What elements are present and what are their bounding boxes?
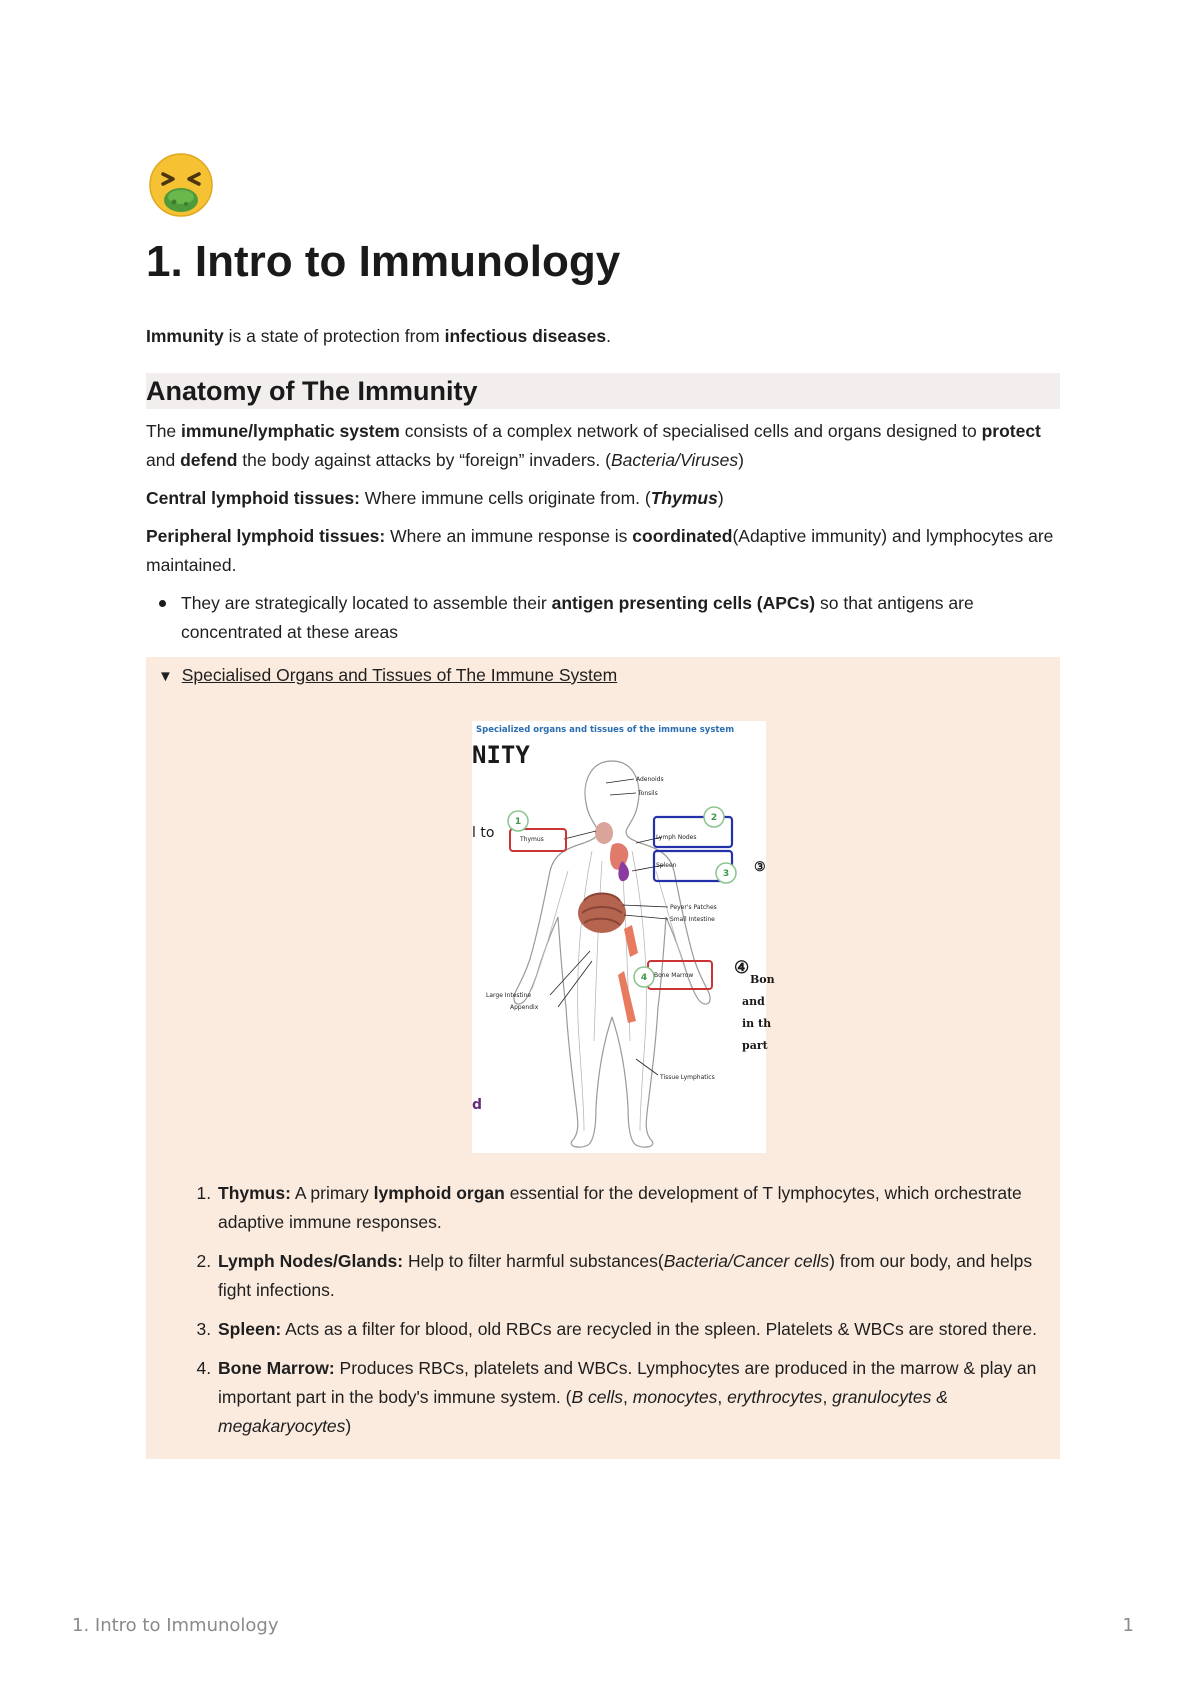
organs-list: [146, 1179, 1060, 1441]
figure-fragment-d: d: [472, 1097, 483, 1113]
toggle-header[interactable]: [146, 657, 1060, 691]
page-title: 1. Intro to Immunology: [146, 237, 621, 286]
label-bone-marrow: Bone Marrow: [654, 972, 694, 979]
figure-number-4: 4: [640, 973, 648, 983]
figure-fragment-title: NITY: [472, 741, 530, 769]
page-number: 1: [1122, 1615, 1134, 1636]
toggle-title[interactable]: Specialised Organs and Tissues of The Immune System: [181, 665, 618, 685]
label-thymus: Thymus: [520, 836, 544, 843]
figure-note-3: ③: [754, 860, 766, 875]
label-lymph-nodes: Lymph Nodes: [656, 834, 697, 841]
intro-paragraph: Immunity is a state of protection from infectious diseases.: [146, 326, 611, 346]
label-large-intestine: Large Intestine: [486, 992, 532, 999]
thymus-organ: [595, 822, 613, 844]
figure-fragment-to: l to: [472, 825, 495, 841]
bone-lower: [618, 971, 636, 1023]
figure-note-and: and: [742, 995, 765, 1008]
list-item: 1. Thymus: A primary lymphoid organ essential for the development of T lymphocytes, which orchestrate adaptive immune responses.: [216, 1179, 1060, 1237]
figure-note-part: part: [742, 1039, 768, 1052]
bullet-list: [146, 589, 1060, 647]
lymphatic-lines: [532, 851, 692, 1131]
figure-number-3: 3: [722, 869, 730, 879]
immune-system-paragraph: The immune/lymphatic system consists of a complex network of specialised cells and organs designed to protect and defend the body against attacks by “foreign” invaders. (Bacteria/Viruses): [146, 421, 1041, 470]
peripheral-lymphoid-paragraph: Peripheral lymphoid tissues: Where an immune response is coordinated(Adaptive immunity) and lymphocytes are maintained.: [146, 526, 1054, 575]
label-adenoids: Adenoids: [636, 776, 664, 783]
figure-note-bon: Bon: [750, 973, 775, 986]
footer-title: 1. Intro to Immunology: [72, 1615, 279, 1636]
figure-number-1: 1: [514, 817, 522, 827]
list-item: 3. Spleen: Acts as a filter for blood, old RBCs are recycled in the spleen. Platelets & WBCs are stored there.: [216, 1315, 1060, 1344]
label-appendix: Appendix: [510, 1004, 539, 1011]
label-peyers: Peyer's Patches: [670, 904, 717, 911]
figure-caption: Specialized organs and tissues of the immune system: [476, 725, 735, 735]
figure-number-2: 2: [710, 813, 718, 823]
list-item: 4. Bone Marrow: Produces RBCs, platelets and WBCs. Lymphocytes are produced in the marrow & play an important part in the body's immune system. (B cells, monocytes, erythrocytes, granulocytes & megakaryocytes): [216, 1354, 1060, 1441]
immune-system-figure: [472, 721, 775, 1153]
label-small-intestine: Small Intestine: [670, 916, 715, 923]
section-heading: Anatomy of The Immunity: [146, 373, 1060, 409]
toggle-block: [146, 657, 1060, 1459]
list-item: They are strategically located to assemble their antigen presenting cells (APCs) so that antigens are concentrated at these areas: [181, 589, 1060, 647]
figure-note-4: ④: [734, 958, 750, 978]
label-spleen: Spleen: [656, 862, 677, 869]
document-page: [146, 150, 1060, 1459]
list-item: 2. Lymph Nodes/Glands: Help to filter harmful substances(Bacteria/Cancer cells) from our body, and helps fight infections.: [216, 1247, 1060, 1305]
label-tissue-lymphatics: Tissue Lymphatics: [660, 1074, 715, 1081]
nauseated-face-icon: [146, 150, 216, 220]
central-lymphoid-paragraph: Central lymphoid tissues: Where immune cells originate from. (Thymus): [146, 488, 724, 508]
figure-note-in: in th: [742, 1017, 772, 1030]
triangle-down-icon[interactable]: ▼: [158, 668, 173, 685]
label-tonsils: Tonsils: [638, 790, 658, 797]
